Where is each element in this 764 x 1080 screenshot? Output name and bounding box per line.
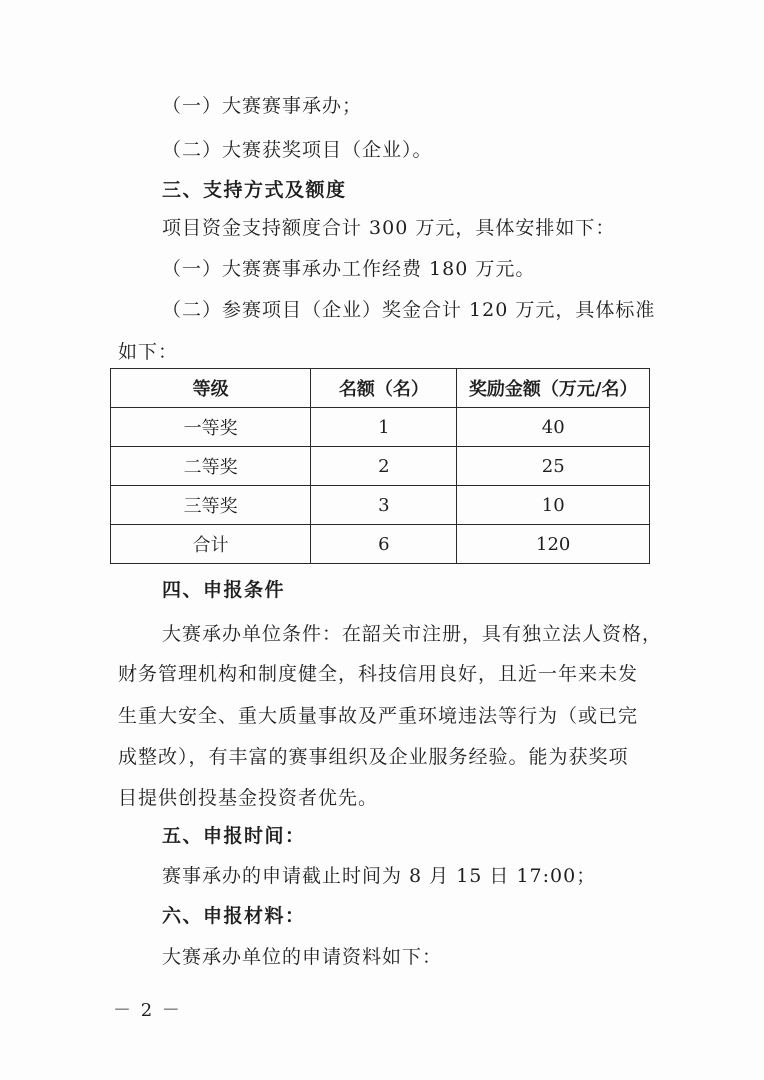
section-heading: 六、申报材料： xyxy=(162,905,306,927)
table-cell: 二等奖 xyxy=(111,447,311,486)
table-header-row xyxy=(111,369,650,408)
table-cell: 合计 xyxy=(111,525,311,564)
paragraph-line: 目提供创投基金投资者优先。 xyxy=(118,787,379,809)
page-number: － 2 － xyxy=(113,1000,182,1021)
table-header-cell: 等级 xyxy=(111,369,311,408)
paragraph-line: （二）大赛获奖项目（企业）。 xyxy=(162,139,433,161)
table-cell: 120 xyxy=(457,525,650,564)
table-row xyxy=(111,486,650,525)
paragraph-line: （二）参赛项目（企业）奖金合计 120 万元，具体标准 xyxy=(162,299,656,321)
table-cell: 一等奖 xyxy=(111,408,311,447)
table-cell: 1 xyxy=(311,408,457,447)
paragraph-line: 大赛承办单位的申请资料如下： xyxy=(162,946,443,968)
paragraph-line: 财务管理机构和制度健全，科技信用良好，且近一年来未发 xyxy=(118,663,639,685)
paragraph-line: 项目资金支持额度合计 300 万元，具体安排如下： xyxy=(162,217,616,239)
section-heading: 五、申报时间： xyxy=(162,825,306,847)
table-cell: 三等奖 xyxy=(111,486,311,525)
paragraph-line: 成整改），有丰富的赛事组织及企业服务经验。能为获奖项 xyxy=(118,746,629,768)
paragraph-line: （一）大赛赛事承办工作经费 180 万元。 xyxy=(162,258,536,280)
table-cell: 6 xyxy=(311,525,457,564)
table-row xyxy=(111,408,650,447)
table-row xyxy=(111,447,650,486)
table-row xyxy=(111,525,650,564)
paragraph-line: 生重大安全、重大质量事故及严重环境违法等行为（或已完 xyxy=(118,705,639,727)
table-header-cell: 名额（名） xyxy=(311,369,457,408)
section-heading: 三、支持方式及额度 xyxy=(162,179,347,201)
paragraph-line: 赛事承办的申请截止时间为 8 月 15 日 17:00； xyxy=(162,865,597,887)
section-heading: 四、申报条件 xyxy=(162,579,286,601)
table-cell: 40 xyxy=(457,408,650,447)
paragraph-line: 如下： xyxy=(118,341,179,363)
paragraph-line: 大赛承办单位条件：在韶关市注册，具有独立法人资格， xyxy=(162,623,663,645)
award-table xyxy=(110,368,650,564)
table-cell: 10 xyxy=(457,486,650,525)
table-header-cell: 奖励金额（万元/名） xyxy=(457,369,650,408)
table-cell: 25 xyxy=(457,447,650,486)
paragraph-line: （一）大赛赛事承办； xyxy=(162,95,363,117)
table-cell: 2 xyxy=(311,447,457,486)
table-cell: 3 xyxy=(311,486,457,525)
